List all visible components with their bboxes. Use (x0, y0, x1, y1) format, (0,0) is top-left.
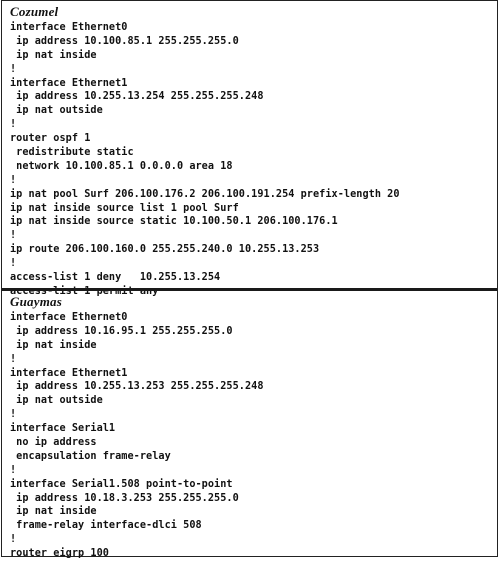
config-line: ! (10, 534, 17, 546)
config-line: router eigrp 100 (10, 548, 109, 560)
config-line: ip address 10.16.95.1 255.255.255.0 (10, 325, 233, 337)
config-line: no ip address (10, 437, 97, 449)
cozumel-config-section (2, 1, 497, 297)
config-line: frame-relay interface-dlci 508 (10, 520, 202, 532)
guaymas-config-code (10, 311, 264, 561)
config-listing-table (1, 0, 498, 560)
config-line: access-list 1 deny 10.255.13.254 (10, 272, 221, 284)
config-line: interface Ethernet1 (10, 77, 128, 89)
config-line: ! (10, 174, 17, 186)
config-line: ! (10, 409, 17, 421)
config-line: ! (10, 464, 17, 476)
guaymas-config-section (2, 291, 497, 560)
config-line: ip nat inside (10, 506, 97, 518)
config-line: ip address 10.255.13.254 255.255.255.248 (10, 91, 264, 103)
config-line: encapsulation frame-relay (10, 450, 171, 462)
config-line: ! (10, 63, 17, 75)
config-line: ip nat inside source list 1 pool Surf (10, 202, 239, 214)
config-line: ! (10, 258, 17, 270)
config-line: ip nat outside (10, 105, 103, 117)
config-line: ip address 10.255.13.253 255.255.255.248 (10, 381, 264, 393)
config-line: interface Ethernet0 (10, 22, 128, 33)
config-line: ! (10, 230, 17, 242)
config-line: ip nat inside (10, 49, 97, 61)
config-line: router ospf 1 (10, 133, 91, 145)
config-line: ! (10, 119, 17, 131)
config-line: interface Serial1.508 point-to-point (10, 478, 233, 490)
config-line: interface Ethernet1 (10, 367, 128, 379)
config-line: ip address 10.18.3.253 255.255.255.0 (10, 492, 239, 504)
config-line: ip address 10.100.85.1 255.255.255.0 (10, 35, 239, 47)
cozumel-router-title: Cozumel (10, 4, 59, 19)
guaymas-router-title: Guaymas (10, 294, 62, 309)
config-line: ip nat inside source static 10.100.50.1 206.100.176.1 (10, 216, 338, 228)
config-line: ip nat inside (10, 339, 97, 351)
cozumel-config-code (10, 21, 400, 299)
config-line: ! (10, 353, 17, 365)
config-line: ip route 206.100.160.0 255.255.240.0 10.255.13.253 (10, 244, 320, 256)
config-line: ip nat outside (10, 395, 103, 407)
config-line: ip nat pool Surf 206.100.176.2 206.100.191.254 prefix-length 20 (10, 188, 400, 200)
config-line: access-list 1 permit any (10, 285, 159, 297)
config-line: interface Serial1 (10, 423, 116, 435)
config-line: redistribute static (10, 147, 134, 159)
config-line: network 10.100.85.1 0.0.0.0 area 18 (10, 160, 233, 172)
config-line: interface Ethernet0 (10, 312, 128, 323)
